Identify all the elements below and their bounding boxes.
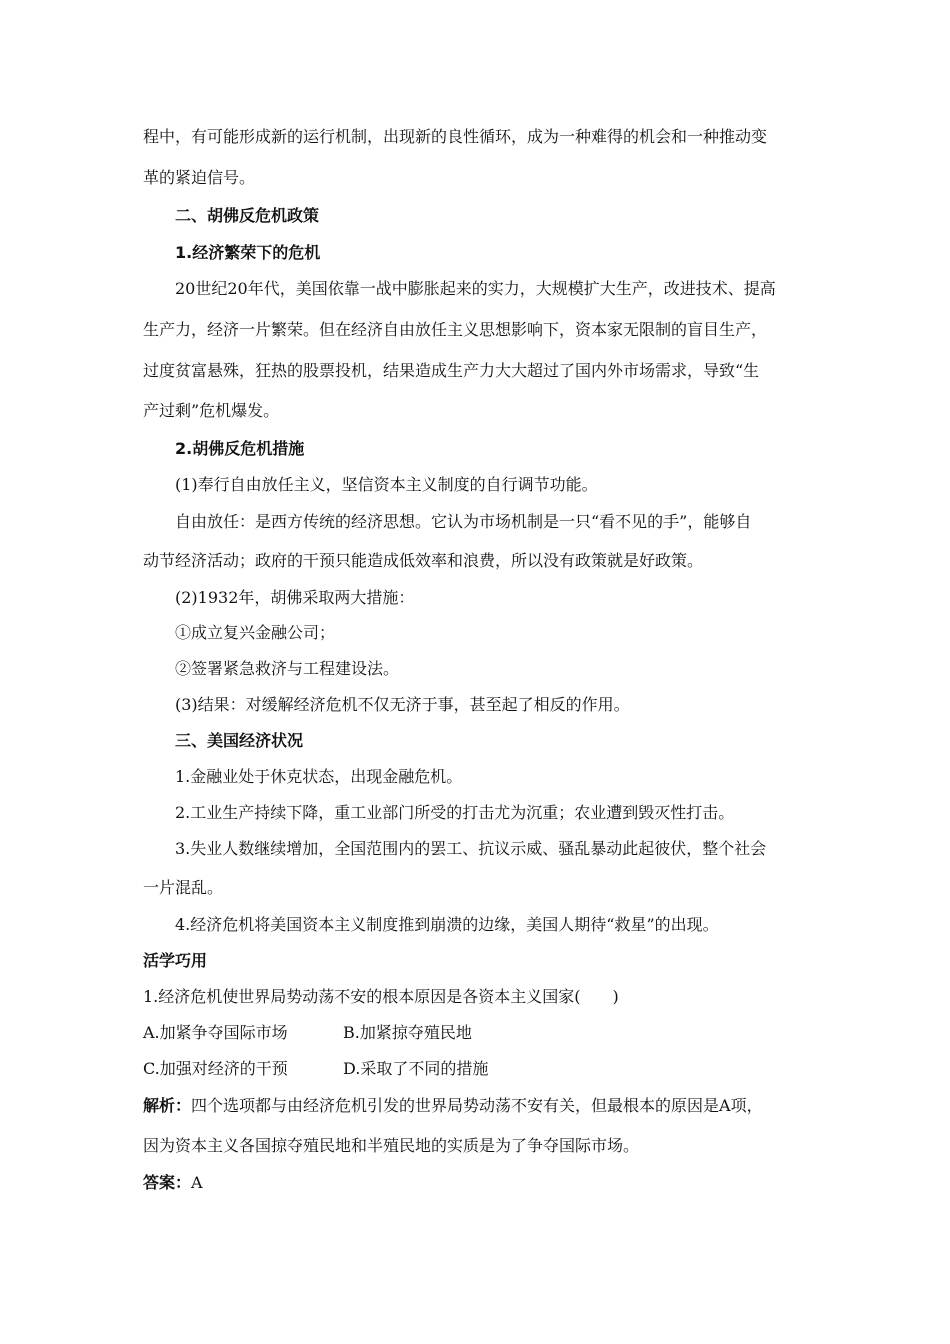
list-item: 4.经济危机将美国资本主义制度推到崩溃的边缘，美国人期待“救星”的出现。 [175, 915, 719, 934]
paragraph-line: 动节经济活动；政府的干预只能造成低效率和浪费，所以没有政策就是好政策。 [143, 551, 704, 570]
analysis-line [143, 1096, 763, 1116]
subsection-heading: 1.经济繁荣下的危机 [175, 243, 321, 262]
option-a: A.加紧争夺国际市场 [143, 1023, 288, 1042]
paragraph-line: 产过剩”危机爆发。 [143, 401, 280, 420]
paragraph-line: 自由放任：是西方传统的经济思想。它认为市场机制是一只“看不见的手”，能够自 [175, 512, 752, 531]
option-b: B.加紧掠夺殖民地 [343, 1023, 472, 1042]
subsection-heading: 2.胡佛反危机措施 [175, 439, 305, 458]
question-text: 1.经济危机使世界局势动荡不安的根本原因是各资本主义国家( ) [143, 987, 619, 1006]
analysis-text: 四个选项都与由经济危机引发的世界局势动荡不安有关，但最根本的原因是A项， [191, 1096, 763, 1115]
paragraph-line: 程中，有可能形成新的运行机制，出现新的良性循环，成为一种难得的机会和一种推动变 [143, 127, 768, 146]
list-item: (2)1932年，胡佛采取两大措施： [175, 588, 415, 607]
paragraph-line: 生产力，经济一片繁荣。但在经济自由放任主义思想影响下，资本家无限制的盲目生产， [143, 320, 768, 339]
paragraph-line: 20世纪20年代，美国依靠一战中膨胀起来的实力，大规模扩大生产，改进技术、提高 [175, 279, 776, 298]
analysis-label: 解析： [143, 1096, 192, 1115]
practice-heading: 活学巧用 [143, 951, 208, 970]
paragraph-line: 革的紧迫信号。 [143, 168, 256, 187]
paragraph-line: 一片混乱。 [143, 878, 224, 897]
option-c: C.加强对经济的干预 [143, 1059, 288, 1078]
list-item: (3)结果：对缓解经济危机不仅无济于事，甚至起了相反的作用。 [175, 695, 630, 714]
list-item: ①成立复兴金融公司； [175, 623, 336, 642]
list-item: (1)奉行自由放任主义，坚信资本主义制度的自行调节功能。 [175, 475, 598, 494]
answer-value: A [191, 1173, 203, 1192]
list-item: 1.金融业处于休克状态，出现金融危机。 [175, 767, 463, 786]
answer-line [143, 1173, 203, 1193]
answer-label: 答案： [143, 1173, 192, 1192]
analysis-line: 因为资本主义各国掠夺殖民地和半殖民地的实质是为了争夺国际市场。 [143, 1136, 640, 1155]
paragraph-line: 过度贫富悬殊，狂热的股票投机，结果造成生产力大大超过了国内外市场需求，导致“生 [143, 361, 760, 380]
section-heading: 二、胡佛反危机政策 [175, 206, 320, 225]
list-item: ②签署紧急救济与工程建设法。 [175, 659, 400, 678]
option-d: D.采取了不同的措施 [343, 1059, 489, 1078]
section-heading: 三、美国经济状况 [175, 731, 304, 750]
list-item: 3.失业人数继续增加，全国范围内的罢工、抗议示威、骚乱暴动此起彼伏，整个社会 [175, 839, 767, 858]
list-item: 2.工业生产持续下降，重工业部门所受的打击尤为沉重；农业遭到毁灭性打击。 [175, 803, 735, 822]
